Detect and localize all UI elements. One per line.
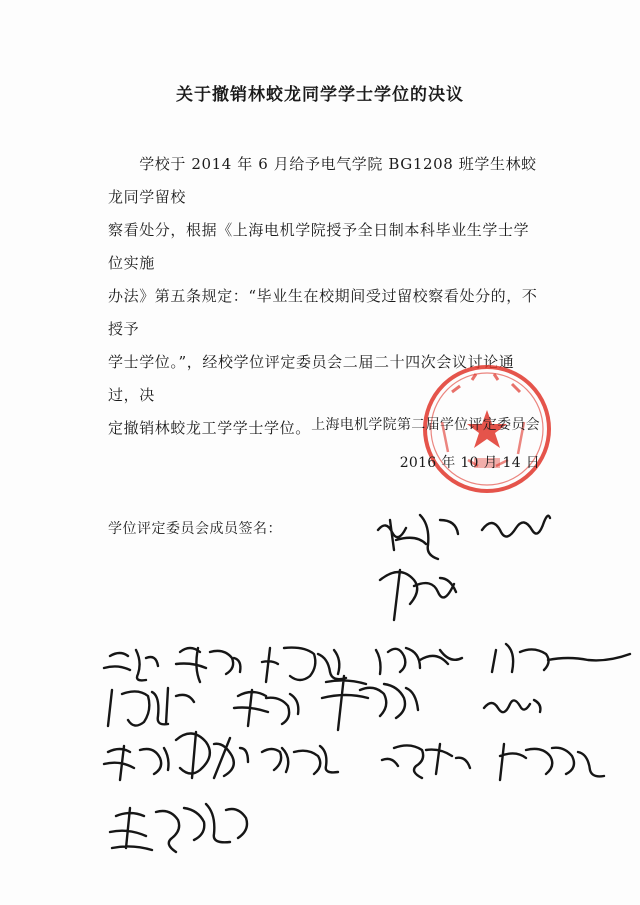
signature [108, 688, 194, 726]
signature [104, 746, 169, 780]
signature [500, 744, 604, 780]
signature [110, 804, 247, 852]
signature [378, 515, 458, 559]
signature [482, 516, 550, 537]
body-line: 定撤销林蛟龙工学学士学位。 [108, 419, 311, 437]
signature-label: 学位评定委员会成员签名： [108, 521, 282, 537]
signature [262, 746, 338, 774]
signature [176, 648, 240, 682]
body-line: 学校于 2014 年 6 月给予电气学院 BG1208 班学生林蛟龙同学留校 [108, 155, 537, 206]
signature [492, 644, 630, 672]
body-line: 察看处分，根据《上海电机学院授予全日制本科毕业生学士学位实施 [108, 221, 530, 272]
signature [380, 570, 456, 620]
signature [234, 690, 298, 726]
signature [322, 676, 418, 730]
body-line: 办法》第五条规定：“毕业生在校期间受过留校察看处分的，不授予 [108, 287, 538, 338]
signature [382, 744, 470, 778]
document-title: 关于撤销林蛟龙同学学士学位的决议 [176, 85, 464, 105]
signature [262, 648, 346, 682]
signature [176, 732, 248, 778]
signature [376, 648, 462, 674]
issue-date: 2016 年 10 月 14 日 [399, 455, 540, 471]
issuer-name: 上海电机学院第二届学位评定委员会 [311, 417, 540, 433]
signature [484, 700, 540, 712]
body-line: 学士学位。”，经校学位评定委员会二届二十四次会议讨论通过，决 [108, 353, 515, 404]
signature [104, 650, 158, 680]
